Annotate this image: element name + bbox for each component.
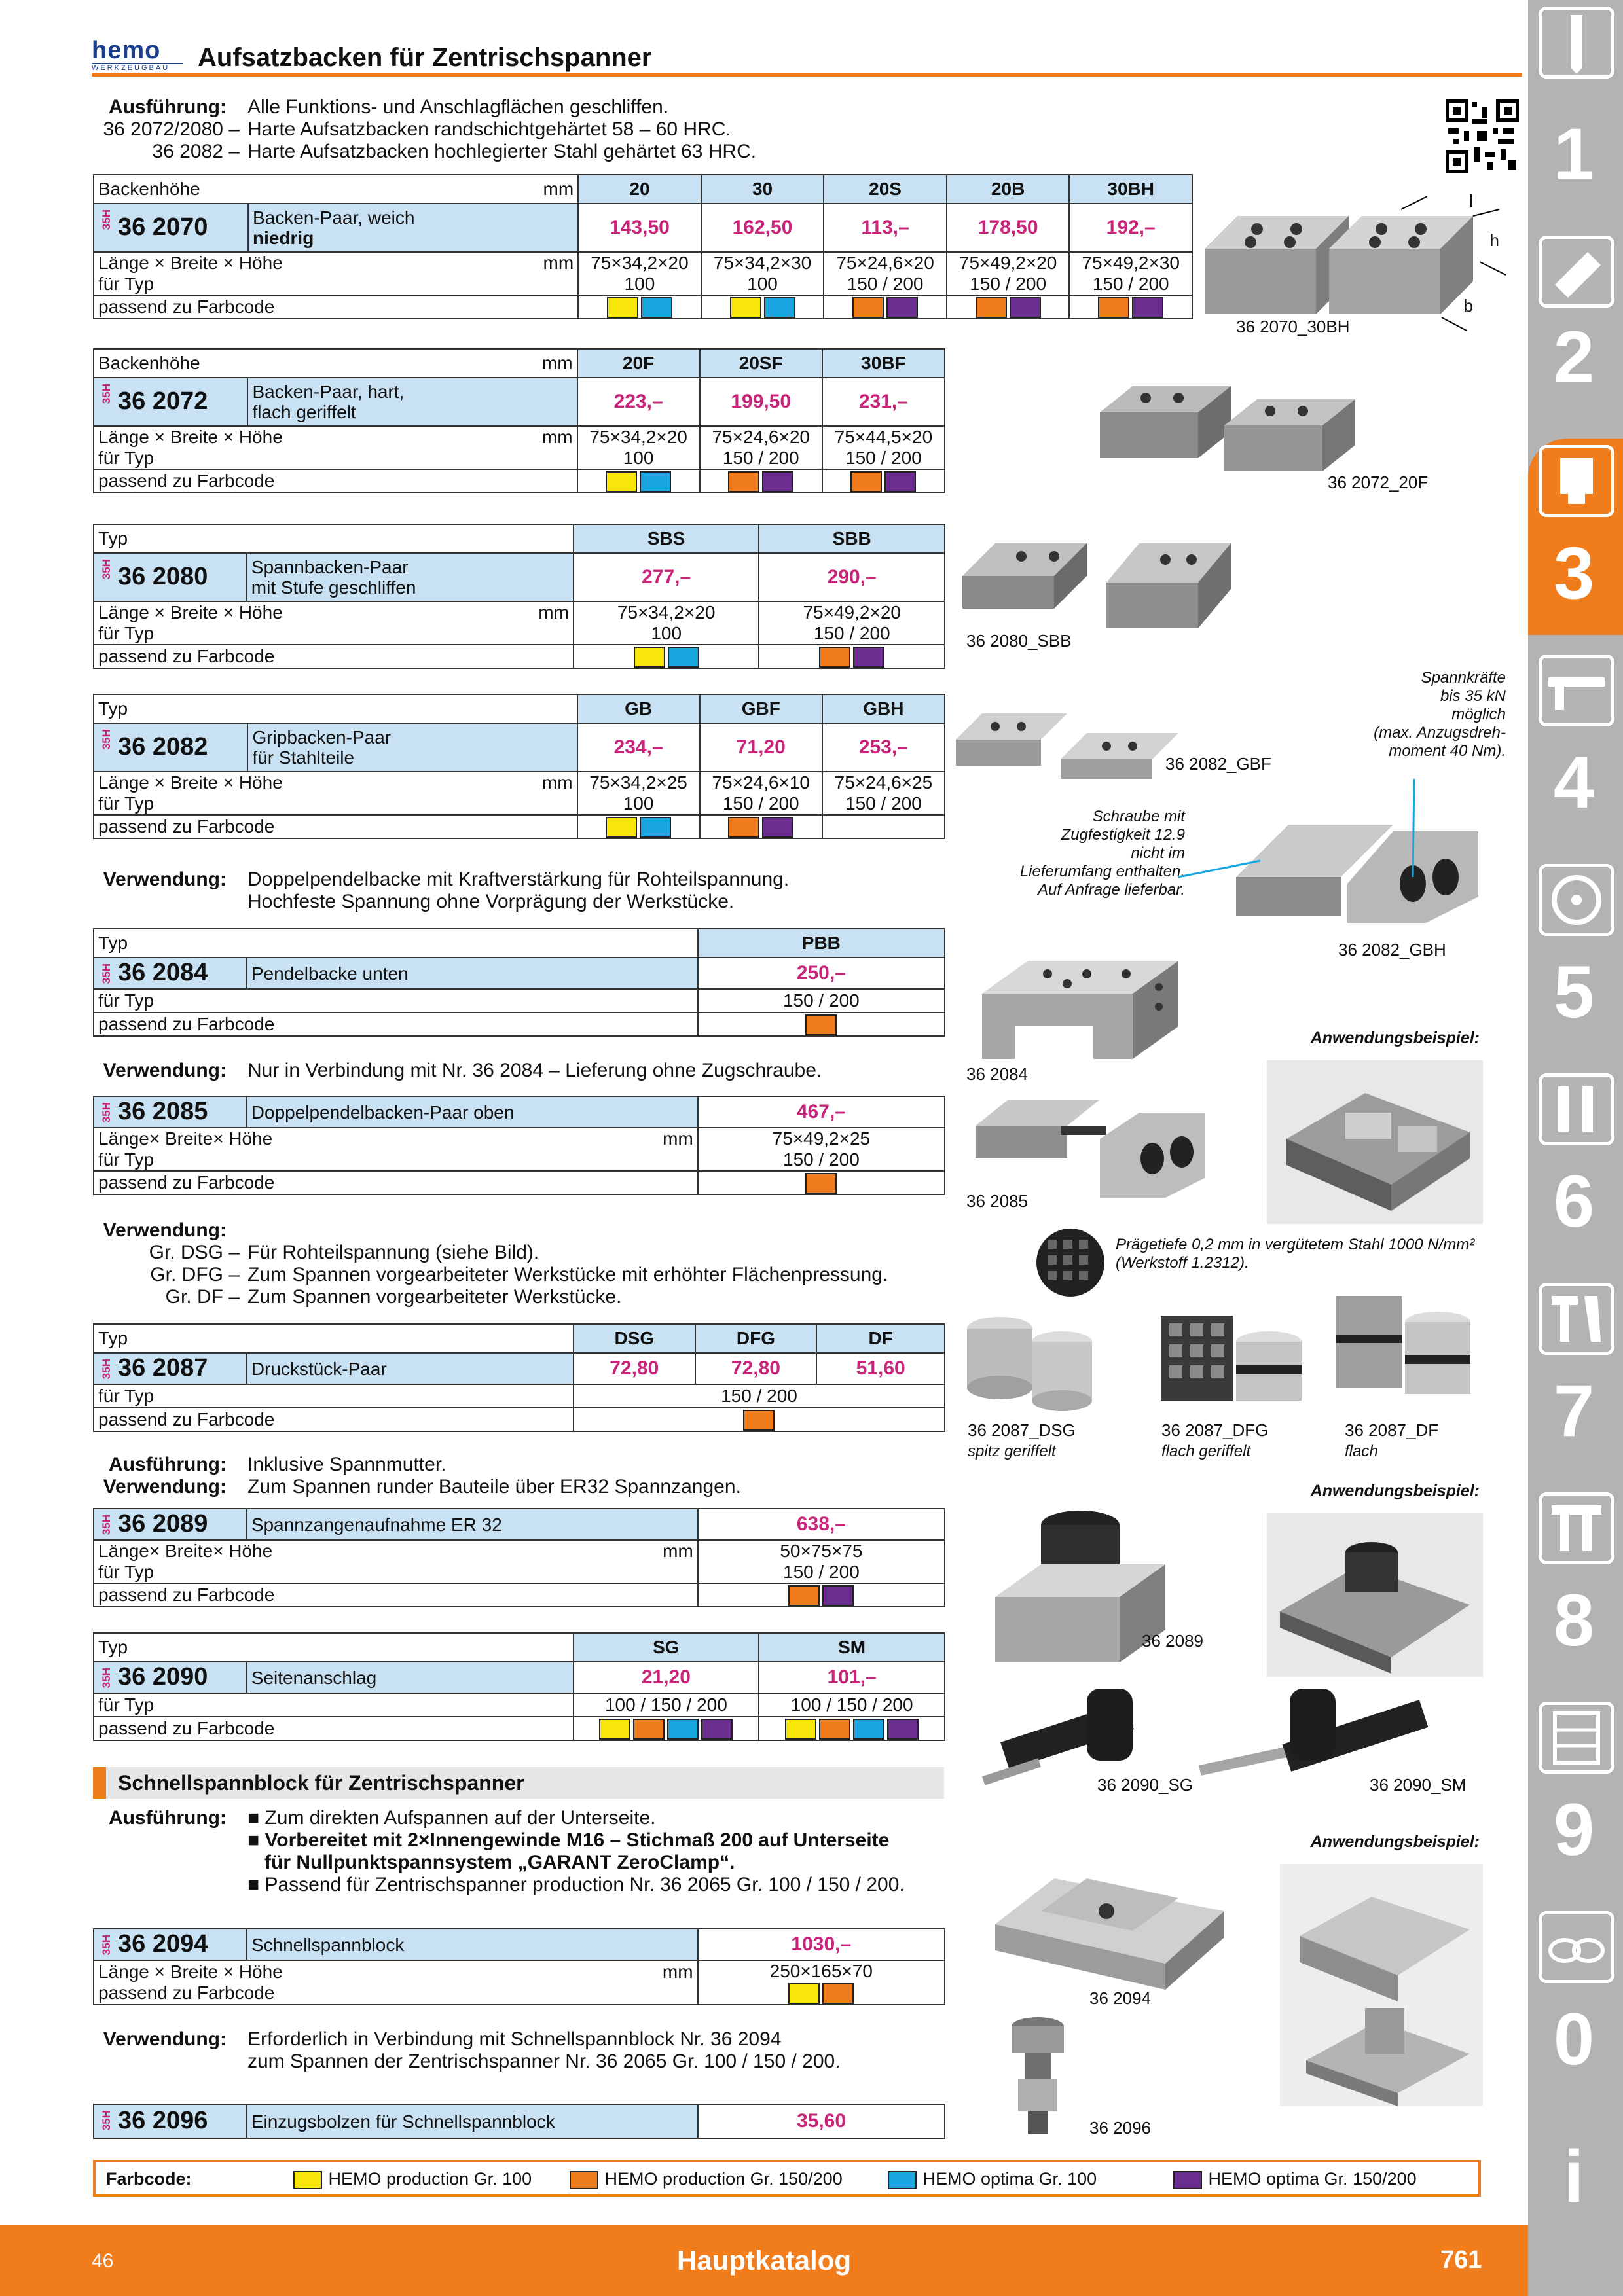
row-label: passend zu Farbcode: [94, 295, 578, 319]
chapter-tab-8[interactable]: 8: [1553, 1579, 1595, 1661]
price: 199,50: [700, 378, 822, 426]
row-label: passend zu Farbcode: [94, 1717, 574, 1740]
usage-block: [0, 1219, 982, 1313]
row-label: passend zu Farbcode: [94, 815, 577, 838]
usage-text: Zum Spannen vorgearbeiteter Werkstücke.: [247, 1286, 622, 1308]
row-label: passend zu Farbcode: [94, 469, 577, 493]
usage-text: zum Spannen der Zentrischspanner Nr. 36 2065 Gr. 100 / 150 / 200.: [247, 2051, 841, 2072]
hdr-label: Backenhöhe mm: [94, 349, 577, 378]
detail-serration-image: [1034, 1227, 1106, 1299]
intro-key: Ausführung:: [109, 96, 227, 118]
row-label: passend zu Farbcode: [94, 1583, 698, 1607]
example-image-vise: [1267, 1060, 1483, 1224]
usage-text: Zum Spannen vorgearbeiteter Werkstücke mit erhöhter Flächenpressung.: [247, 1264, 888, 1285]
intro-value: Alle Funktions- und Anschlagflächen geschliffen.: [247, 96, 669, 118]
row-label: Länge × Breite × Höhe mm für Typ: [94, 601, 574, 645]
product-image-362096: [1002, 2013, 1074, 2138]
section-heading: Schnellspannblock für Zentrischspanner: [93, 1767, 944, 1799]
logo-wordmark: hemo: [92, 37, 161, 64]
example-label: Anwendungsbeispiel:: [1310, 1482, 1480, 1500]
image-caption: 36 2087_DFG: [1161, 1420, 1269, 1440]
table-362080: [93, 524, 945, 669]
price: 72,80: [574, 1353, 695, 1384]
chapter-tab-4[interactable]: 4: [1553, 742, 1595, 823]
chapter-tab-1[interactable]: 1: [1553, 113, 1595, 195]
col-head: 30: [701, 175, 824, 204]
spec-block: [0, 1806, 982, 1898]
color-swatches: [577, 469, 700, 493]
product-image-362082-gbh: [1236, 785, 1498, 929]
cell: 75×49,2×25 150 / 200: [698, 1128, 945, 1171]
color-swatches: [698, 1013, 945, 1036]
image-caption: 36 2089: [1142, 1631, 1203, 1651]
page-title: Aufsatzbacken für Zentrischspanner: [198, 43, 652, 72]
annotation-clamping-force: Spannkräfte bis 35 kN möglich (max. Anzugsdreh- moment 40 Nm).: [1374, 669, 1506, 760]
article-desc: Spannbacken-Paar mit Stufe geschliffen: [247, 553, 574, 601]
chapter-tab-2[interactable]: 2: [1553, 316, 1595, 398]
bullet-item: ■ Vorbereitet mit 2×Innengewinde M16 – Stichmaß 200 auf Unterseite: [247, 1829, 890, 1851]
page-number-right: 761: [1440, 2246, 1482, 2274]
usage-key: Verwendung:: [103, 1219, 227, 1241]
cell: 75×24,6×20 150 / 200: [700, 426, 822, 469]
table-362089: [93, 1508, 945, 1607]
cell: 75×34,2×20 100: [578, 252, 701, 295]
color-swatches: [822, 469, 945, 493]
col-head: GBF: [700, 694, 822, 723]
legend-item: HEMO production Gr. 150/200: [568, 2169, 843, 2189]
col-head: 20F: [577, 349, 700, 378]
price: 223,–: [577, 378, 700, 426]
image-caption: 36 2082_GBF: [1165, 754, 1271, 774]
intro-key: 36 2072/2080 –: [103, 118, 240, 140]
table-362087: [93, 1323, 945, 1432]
hdr-label: Typ: [94, 524, 574, 553]
table-362090: [93, 1632, 945, 1741]
annotation-line: [1401, 779, 1427, 884]
usage-block: [0, 868, 982, 915]
image-caption-sub: flach: [1345, 1443, 1378, 1460]
color-swatches: [759, 1717, 945, 1740]
row-label: für Typ: [94, 989, 698, 1013]
pliers-icon[interactable]: [1539, 1283, 1614, 1355]
col-head: PBB: [698, 929, 945, 958]
price: 101,–: [759, 1662, 945, 1693]
product-image-362087-dfg: [1158, 1302, 1308, 1420]
col-head: 30BF: [822, 349, 945, 378]
price: 51,60: [816, 1353, 945, 1384]
drill-icon[interactable]: [1539, 7, 1614, 79]
legend-item: HEMO production Gr. 100: [292, 2169, 532, 2189]
hdr-label: Typ: [94, 1324, 574, 1353]
color-swatches: [698, 1171, 945, 1194]
example-image-quick-clamp: [1280, 1864, 1483, 2106]
cell: 75×34,2×20 100: [574, 601, 759, 645]
price: 72,80: [695, 1353, 817, 1384]
article-number: 35H 36 2094: [94, 1929, 247, 1960]
usage-text: Doppelpendelbacke mit Kraftverstärkung für Rohteilspannung.: [247, 869, 790, 890]
chuck-icon[interactable]: [1539, 445, 1614, 517]
cell: 100 / 150 / 200: [574, 1693, 759, 1717]
col-head: SBS: [574, 524, 759, 553]
product-image-362087-dsg: [964, 1302, 1095, 1420]
article-number: 35H 36 2085: [94, 1096, 247, 1128]
bullet-item: ■ Zum direkten Aufspannen auf der Unterseite.: [247, 1807, 656, 1829]
product-image-362082-gbf: [956, 700, 1198, 779]
usage-key: Verwendung:: [103, 1060, 227, 1081]
chapter-tab-6[interactable]: 6: [1553, 1160, 1595, 1242]
cell: 75×24,6×10 150 / 200: [700, 772, 822, 815]
price: 162,50: [701, 204, 824, 252]
col-head: GB: [577, 694, 700, 723]
price: 253,–: [822, 723, 945, 772]
article-desc: Backen-Paar, weich niedrig: [248, 204, 578, 252]
image-caption: 36 2072_20F: [1328, 473, 1429, 492]
footer-title: Hauptkatalog: [676, 2245, 852, 2276]
annotation-screw: Schraube mit Zugfestigkeit 12.9 nicht im Lieferumfang enthalten. Auf Anfrage lieferbar.: [1019, 808, 1185, 899]
intro-value: Harte Aufsatzbacken randschichtgehärtet 58 – 60 HRC.: [247, 118, 731, 140]
color-swatches: [759, 645, 945, 668]
image-caption: 36 2084: [966, 1064, 1028, 1084]
chapter-tab-9[interactable]: 9: [1553, 1789, 1595, 1871]
color-swatches: [700, 469, 822, 493]
color-code-legend: [93, 2160, 1481, 2197]
intro-block: [0, 96, 982, 168]
usage-key: Ausführung:: [109, 1454, 227, 1475]
image-caption: 36 2087_DSG: [968, 1420, 1076, 1440]
price: 467,–: [698, 1096, 945, 1128]
col-head: GBH: [822, 694, 945, 723]
price: 234,–: [577, 723, 700, 772]
price: 231,–: [822, 378, 945, 426]
article-desc: Pendelbacke unten: [247, 958, 698, 989]
col-head: 30BH: [1069, 175, 1192, 204]
usage-block: [0, 1059, 982, 1084]
row-label: Länge × Breite × Höhe mm für Typ: [94, 426, 577, 469]
product-image-362084: [969, 948, 1192, 1072]
product-image-362072: [1093, 373, 1368, 478]
article-desc: Einzugsbolzen für Schnellspannblock: [247, 2104, 698, 2138]
col-head: SBB: [759, 524, 945, 553]
hdr-label: Typ: [94, 929, 698, 958]
table-362094: [93, 1928, 945, 2005]
product-image-362080: [956, 524, 1244, 635]
wrench-icon[interactable]: [1539, 1073, 1614, 1145]
article-number: 35H 36 2087: [94, 1353, 247, 1384]
example-image-er32: [1267, 1513, 1483, 1677]
info-tab[interactable]: i: [1563, 2136, 1584, 2217]
image-caption-sub: spitz geriffelt: [968, 1443, 1056, 1460]
price: 178,50: [947, 204, 1070, 252]
usage-text: Inklusive Spannmutter.: [247, 1454, 447, 1475]
tool-cabinet-icon[interactable]: [1539, 1702, 1614, 1774]
image-caption: 36 2082_GBH: [1338, 940, 1446, 960]
article-desc: Backen-Paar, hart, flach geriffelt: [247, 378, 577, 426]
row-label: Länge× Breite× Höhe mm für Typ: [94, 1540, 698, 1583]
price: 277,–: [574, 553, 759, 601]
image-caption: 36 2090_SG: [1097, 1775, 1194, 1795]
cell: 150 / 200: [698, 989, 945, 1013]
col-head: 20B: [947, 175, 1070, 204]
usage-text: Zum Spannen runder Bauteile über ER32 Spannzangen.: [247, 1476, 741, 1498]
price: 143,50: [578, 204, 701, 252]
image-caption: 36 2094: [1089, 1988, 1151, 2008]
color-swatches: [574, 1408, 945, 1431]
usage-text: Nur in Verbindung mit Nr. 36 2084 – Lieferung ohne Zugschraube.: [247, 1060, 822, 1081]
page-footer: [0, 2225, 1528, 2296]
header-rule: [92, 73, 1522, 77]
article-number: 35H 36 2090: [94, 1662, 247, 1693]
article-number: 35H 36 2089: [94, 1509, 247, 1540]
color-swatches: [574, 645, 759, 668]
price: 71,20: [700, 723, 822, 772]
cell: 75×24,6×25 150 / 200: [822, 772, 945, 815]
annotation-line: [1178, 857, 1264, 884]
row-label: Länge × Breite × Höhe mm passend zu Farbcode: [94, 1960, 698, 2005]
article-number: 35H 36 2080: [94, 553, 247, 601]
example-label: Anwendungsbeispiel:: [1310, 1029, 1480, 1047]
saw-blade-icon[interactable]: [1539, 864, 1614, 936]
row-label: für Typ: [94, 1384, 574, 1408]
usage-key: Gr. DF –: [165, 1286, 240, 1308]
product-image-362087-df: [1333, 1289, 1477, 1414]
price: 113,–: [824, 204, 947, 252]
table-362072: [93, 348, 945, 493]
price: 192,–: [1069, 204, 1192, 252]
cell: 75×49,2×20 150 / 200: [759, 601, 945, 645]
cell: 50×75×75 150 / 200: [698, 1540, 945, 1583]
cell: 75×34,2×20 100: [577, 426, 700, 469]
table-362082: [93, 694, 945, 839]
article-number: 35H 36 2072: [94, 378, 247, 426]
product-image-362085: [969, 1086, 1218, 1198]
price: 1030,–: [698, 1929, 945, 1960]
row-label: passend zu Farbcode: [94, 1408, 574, 1431]
dim-label-b: b: [1463, 296, 1473, 315]
table-362096: [93, 2104, 945, 2139]
row-label: passend zu Farbcode: [94, 645, 574, 668]
cell: 75×34,2×30 100: [701, 252, 824, 295]
insert-icon[interactable]: [1539, 236, 1614, 308]
price: 638,–: [698, 1509, 945, 1540]
bullet-item-cont: für Nullpunktspannsystem „GARANT ZeroClamp“.: [264, 1852, 735, 1873]
screwdriver-icon[interactable]: [1539, 1492, 1614, 1564]
usage-block: [0, 2028, 982, 2075]
cell: 75×49,2×20 150 / 200: [947, 252, 1070, 295]
cell: 75×44,5×20 150 / 200: [822, 426, 945, 469]
safety-goggles-icon[interactable]: [1539, 1911, 1614, 1983]
article-desc: Druckstück-Paar: [247, 1353, 574, 1384]
article-desc: Spannzangenaufnahme ER 32: [247, 1509, 698, 1540]
chapter-tab-5[interactable]: 5: [1553, 951, 1595, 1033]
price: 35,60: [698, 2104, 945, 2138]
col-head: 20: [578, 175, 701, 204]
cell: 75×49,2×30 150 / 200: [1069, 252, 1192, 295]
article-number: 35H 36 2096: [94, 2104, 247, 2138]
article-number: 35H 36 2070: [94, 204, 248, 252]
caliper-icon[interactable]: [1539, 655, 1614, 726]
qr-code[interactable]: [1446, 99, 1519, 173]
price: 290,–: [759, 553, 945, 601]
color-swatches: [698, 1583, 945, 1607]
row-label: Länge× Breite× Höhe mm für Typ: [94, 1128, 698, 1171]
table-362084: [93, 928, 945, 1037]
article-desc: Schnellspannblock: [247, 1929, 698, 1960]
image-caption: 36 2080_SBB: [966, 631, 1072, 651]
chapter-tab-0[interactable]: 0: [1553, 1998, 1595, 2080]
table-362085: [93, 1096, 945, 1195]
image-caption: 36 2070_30BH: [1236, 317, 1350, 336]
legend-item: HEMO optima Gr. 100: [886, 2169, 1097, 2189]
logo-subtitle: WERKZEUGBAU: [92, 63, 183, 72]
legend-item: HEMO optima Gr. 150/200: [1172, 2169, 1417, 2189]
usage-key: Verwendung:: [103, 1476, 227, 1498]
chapter-tab-3[interactable]: 3: [1553, 532, 1595, 614]
col-head: 20SF: [700, 349, 822, 378]
row-label: Länge × Breite × Höhe mm für Typ: [94, 772, 577, 815]
color-swatches: [578, 295, 701, 319]
spec-key: Ausführung:: [109, 1807, 227, 1829]
usage-text: Hochfeste Spannung ohne Vorprägung der Werkstücke.: [247, 891, 735, 912]
cell: 150 / 200: [574, 1384, 945, 1408]
article-desc: Seitenanschlag: [247, 1662, 574, 1693]
image-caption: 36 2090_SM: [1370, 1775, 1467, 1795]
chapter-tab-7[interactable]: 7: [1553, 1370, 1595, 1452]
cell: 250×165×70: [698, 1960, 945, 2005]
example-label: Anwendungsbeispiel:: [1310, 1833, 1480, 1851]
usage-block: [0, 1453, 982, 1500]
row-label: passend zu Farbcode: [94, 1171, 698, 1194]
hdr-label: Typ: [94, 1633, 574, 1662]
col-head: DF: [816, 1324, 945, 1353]
image-caption: 36 2096: [1089, 2118, 1151, 2138]
intro-value: Harte Aufsatzbacken hochlegierter Stahl gehärtet 63 HRC.: [247, 141, 757, 162]
usage-key: Gr. DSG –: [149, 1242, 240, 1263]
article-number: 35H 36 2084: [94, 958, 247, 989]
usage-text: Für Rohteilspannung (siehe Bild).: [247, 1242, 539, 1263]
price: 21,20: [574, 1662, 759, 1693]
annotation-embossing: Prägetiefe 0,2 mm in vergütetem Stahl 1000 N/mm² (Werkstoff 1.2312).: [1116, 1236, 1475, 1272]
col-head: SM: [759, 1633, 945, 1662]
intro-key: 36 2082 –: [152, 141, 240, 162]
legend-title: Farbcode:: [106, 2169, 192, 2189]
usage-key: Verwendung:: [103, 869, 227, 890]
usage-text: Erforderlich in Verbindung mit Schnellspannblock Nr. 36 2094: [247, 2028, 782, 2050]
image-caption: 36 2087_DF: [1345, 1420, 1439, 1440]
row-label: für Typ: [94, 1693, 574, 1717]
cell: 75×24,6×20 150 / 200: [824, 252, 947, 295]
color-swatches: [700, 815, 822, 838]
price: 250,–: [698, 958, 945, 989]
dim-label-l: l: [1469, 191, 1473, 211]
page-number-left: 46: [92, 2250, 114, 2272]
color-swatches: [701, 295, 824, 319]
col-head: 20S: [824, 175, 947, 204]
article-number: 35H 36 2082: [94, 723, 247, 772]
article-desc: Doppelpendelbacken-Paar oben: [247, 1096, 698, 1128]
color-swatches: [574, 1717, 759, 1740]
cell: 100 / 150 / 200: [759, 1693, 945, 1717]
hemo-logo: [92, 38, 190, 72]
usage-key: Verwendung:: [103, 2028, 227, 2050]
usage-key: Gr. DFG –: [150, 1264, 240, 1285]
cell: 75×34,2×25 100: [577, 772, 700, 815]
color-swatches: [577, 815, 700, 838]
col-head: DFG: [695, 1324, 817, 1353]
dim-label-h: h: [1489, 230, 1499, 250]
row-label: Länge × Breite × Höhe mm für Typ: [94, 252, 578, 295]
image-caption: 36 2085: [966, 1191, 1028, 1211]
hdr-label: Typ: [94, 694, 577, 723]
col-head: SG: [574, 1633, 759, 1662]
hdr-label: Backenhöhe mm: [94, 175, 578, 204]
bullet-item: ■ Passend für Zentrischspanner production Nr. 36 2065 Gr. 100 / 150 / 200.: [247, 1874, 905, 1895]
row-label: passend zu Farbcode: [94, 1013, 698, 1036]
product-image-362094: [982, 1852, 1237, 2003]
col-head: DSG: [574, 1324, 695, 1353]
image-caption-sub: flach geriffelt: [1161, 1443, 1251, 1460]
color-swatches: [822, 815, 945, 838]
article-desc: Gripbacken-Paar für Stahlteile: [247, 723, 577, 772]
